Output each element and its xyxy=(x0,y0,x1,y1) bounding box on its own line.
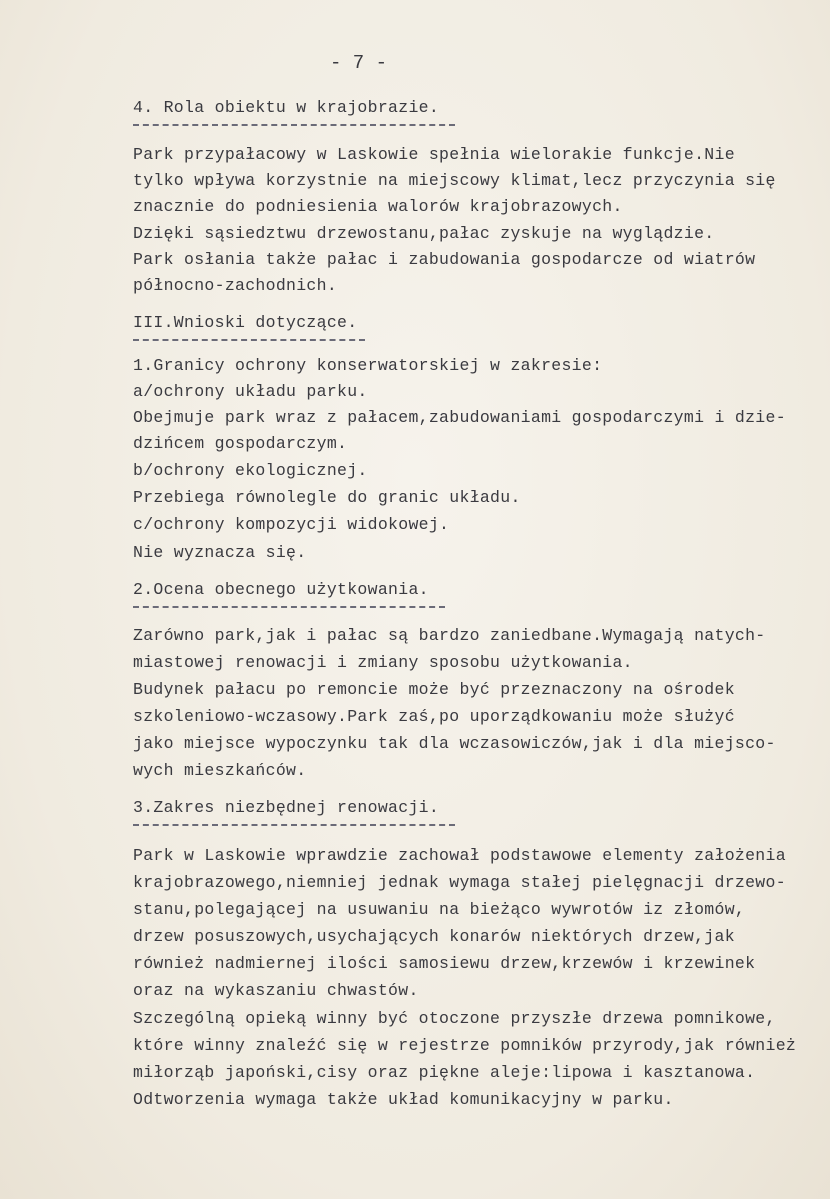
heading-underline xyxy=(133,606,445,608)
section-heading: III.Wnioski dotyczące. xyxy=(133,313,358,332)
text-line: miastowej renowacji i zmiany sposobu użytkowania. xyxy=(133,653,633,672)
text-line: Odtworzenia wymaga także układ komunikacyjny w parku. xyxy=(133,1090,674,1109)
text-line: Park w Laskowie wprawdzie zachował podstawowe elementy założenia xyxy=(133,846,786,865)
text-line: krajobrazowego,niemniej jednak wymaga stałej pielęgnacji drzewo- xyxy=(133,873,786,892)
text-line: tylko wpływa korzystnie na miejscowy klimat,lecz przyczynia się xyxy=(133,171,776,190)
text-line: znacznie do podniesienia walorów krajobrazowych. xyxy=(133,197,623,216)
text-line: Park przypałacowy w Laskowie spełnia wielorakie funkcje.Nie xyxy=(133,145,735,164)
heading-underline xyxy=(133,824,455,826)
text-line: które winny znaleźć się w rejestrze pomników przyrody,jak również xyxy=(133,1036,797,1055)
text-line: Dzięki sąsiedztwu drzewostanu,pałac zyskuje na wyglądzie. xyxy=(133,224,715,243)
text-line: c/ochrony kompozycji widokowej. xyxy=(133,515,450,534)
text-line: Park osłania także pałac i zabudowania gospodarcze od wiatrów xyxy=(133,250,756,269)
text-line: dzińcem gospodarczym. xyxy=(133,434,348,453)
text-line: Nie wyznacza się. xyxy=(133,543,307,562)
section-heading: 2.Ocena obecnego użytkowania. xyxy=(133,580,429,599)
section-heading: 4. Rola obiektu w krajobrazie. xyxy=(133,98,440,117)
text-line: stanu,polegającej na usuwaniu na bieżąco wywrotów iz złomów, xyxy=(133,900,746,919)
text-line: wych mieszkańców. xyxy=(133,761,307,780)
page-number: - 7 - xyxy=(330,52,388,74)
heading-underline xyxy=(133,339,365,341)
text-line: drzew posuszowych,usychających konarów niektórych drzew,jak xyxy=(133,927,735,946)
text-line: miłorząb japoński,cisy oraz piękne aleje:lipowa i kasztanowa. xyxy=(133,1063,756,1082)
text-line: Budynek pałacu po remoncie może być przeznaczony na ośrodek xyxy=(133,680,735,699)
text-line: Przebiega równolegle do granic układu. xyxy=(133,488,521,507)
text-line: a/ochrony układu parku. xyxy=(133,382,368,401)
section-heading: 1.Granicy ochrony konserwatorskiej w zakresie: xyxy=(133,356,603,375)
text-line: Obejmuje park wraz z pałacem,zabudowaniami gospodarczymi i dzie- xyxy=(133,408,786,427)
text-line: Zarówno park,jak i pałac są bardzo zaniedbane.Wymagają natych- xyxy=(133,626,766,645)
text-line: szkoleniowo-wczasowy.Park zaś,po uporządkowaniu może służyć xyxy=(133,707,735,726)
text-line: oraz na wykaszaniu chwastów. xyxy=(133,981,419,1000)
text-line: b/ochrony ekologicznej. xyxy=(133,461,368,480)
heading-underline xyxy=(133,124,455,126)
section-heading: 3.Zakres niezbędnej renowacji. xyxy=(133,798,440,817)
text-line: Szczególną opieką winny być otoczone przyszłe drzewa pomnikowe, xyxy=(133,1009,776,1028)
text-line: północno-zachodnich. xyxy=(133,276,338,295)
text-line: jako miejsce wypoczynku tak dla wczasowiczów,jak i dla miejsco- xyxy=(133,734,776,753)
text-line: również nadmiernej ilości samosiewu drzew,krzewów i krzewinek xyxy=(133,954,756,973)
